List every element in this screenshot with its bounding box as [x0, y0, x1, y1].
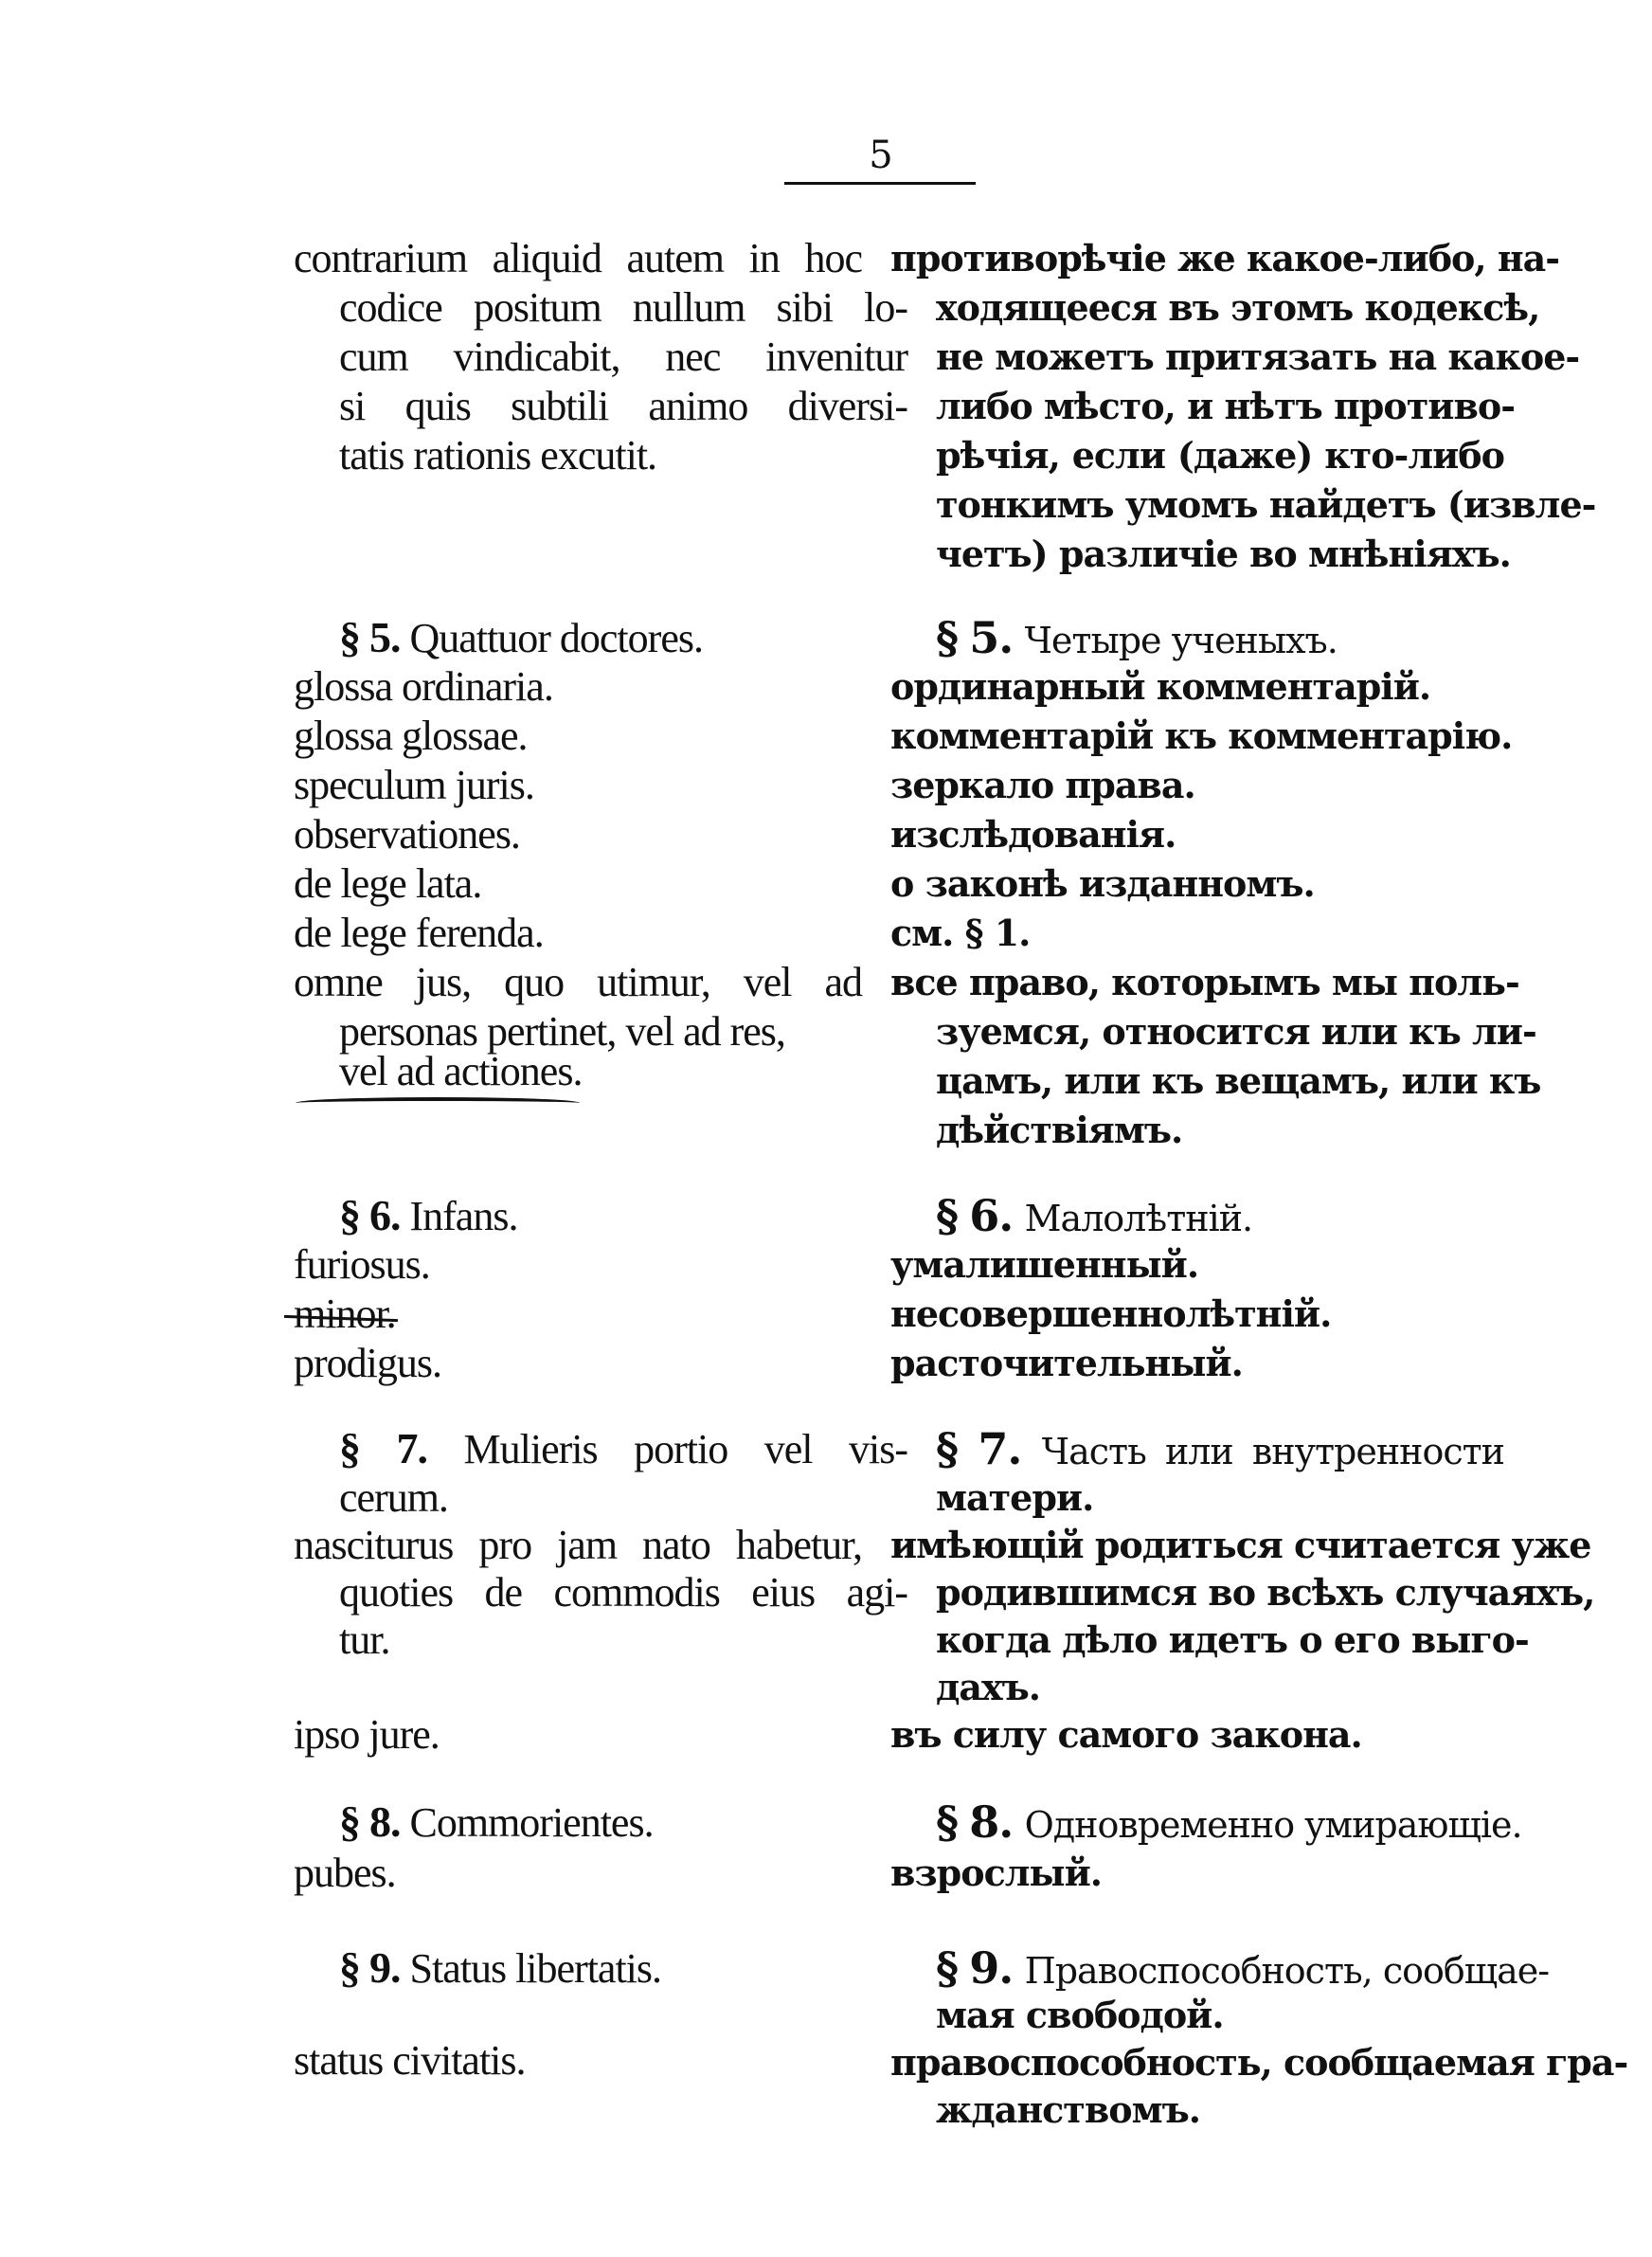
section-sign: §: [339, 613, 360, 661]
section-heading-latin: [294, 1425, 907, 1473]
section-title: Infans.: [409, 1193, 518, 1239]
russian-line: о законѣ изданномъ.: [890, 862, 1315, 905]
section-number: 8.: [969, 1797, 1014, 1848]
russian-line: ходящееся въ этомъ кодексѣ,: [936, 286, 1540, 329]
section-heading-latin: [294, 614, 907, 662]
section-sign: §: [936, 1797, 959, 1848]
latin-line: de lege ferenda.: [294, 910, 544, 956]
section-number: 9.: [369, 1943, 401, 1992]
page-number-rule: [784, 182, 976, 185]
latin-line: ipso jure.: [294, 1711, 440, 1758]
latin-line: vel ad actiones.: [339, 1048, 583, 1094]
latin-line: personas pertinet, vel ad res,: [339, 1008, 785, 1055]
russian-line: мая свободой.: [936, 1994, 1224, 2036]
latin-line: prodigus.: [294, 1340, 441, 1386]
russian-line: рѣчія, если (даже) кто-либо: [936, 434, 1504, 477]
section-title: Status libertatis.: [409, 1945, 662, 1992]
russian-line: комментарій къ комментарію.: [890, 714, 1513, 757]
latin-line: cerum.: [339, 1474, 448, 1521]
russian-line: когда дѣло идетъ о его выго-: [936, 1618, 1529, 1661]
section-sign: §: [936, 612, 959, 663]
russian-line: въ силу самого закона.: [890, 1713, 1362, 1756]
section-title: Правоспособность, сообщае-: [1024, 1950, 1550, 1992]
russian-line: зуемся, относится или къ ли-: [936, 1010, 1536, 1053]
section-sign: §: [936, 1423, 959, 1474]
section-number: 5.: [369, 613, 401, 661]
latin-line: furiosus.: [294, 1241, 430, 1288]
russian-line: взрослый.: [890, 1851, 1103, 1894]
section-number: 7.: [978, 1423, 1022, 1474]
latin-line: speculum juris.: [294, 762, 534, 808]
russian-line: зеркало права.: [890, 764, 1195, 806]
latin-line: status civitatis.: [294, 2037, 526, 2084]
section-heading-russian: [890, 1425, 1504, 1475]
section-heading-russian: [890, 614, 1504, 664]
russian-line: дахъ.: [936, 1666, 1040, 1708]
russian-line: несовершеннолѣтній.: [890, 1292, 1332, 1335]
russian-line: либо мѣсто, и нѣтъ противо-: [936, 385, 1515, 427]
latin-line: tatis rationis excutit.: [339, 432, 657, 478]
section-number: 6.: [369, 1191, 401, 1239]
section-title: Quattuor doctores.: [409, 615, 703, 661]
russian-line: цамъ, или къ вещамъ, или къ: [936, 1059, 1541, 1102]
latin-line: cum vindicabit, nec invenitur: [339, 334, 907, 380]
section-title: Commorientes.: [409, 1799, 654, 1846]
section-number: 9.: [969, 1942, 1014, 1994]
page-number: 5: [869, 134, 893, 177]
latin-line: omne jus, quo utimur, vel ad: [294, 959, 862, 1005]
latin-line: tur.: [339, 1616, 390, 1663]
latin-line: minor.: [294, 1291, 396, 1337]
russian-line: расточительный.: [890, 1342, 1243, 1384]
latin-line: observationes.: [294, 811, 520, 858]
latin-line: quoties de commodis eius agi-: [339, 1569, 907, 1616]
section-heading-russian: [890, 1942, 1550, 1995]
latin-line: si quis subtili animo diversi-: [339, 383, 907, 429]
latin-line: de lege lata.: [294, 860, 482, 907]
section-title: Часть или внутренности: [1041, 1431, 1504, 1472]
russian-line: противорѣчіе же какое-либо, на-: [890, 237, 1560, 280]
section-heading-latin: [294, 1944, 907, 1993]
section-heading-latin: [294, 1192, 907, 1240]
handwritten-underline: [296, 1097, 580, 1109]
russian-line: все право, которымъ мы поль-: [890, 961, 1519, 1003]
section-title: Mulieris portio vel vis-: [463, 1426, 908, 1472]
russian-line: жданствомъ.: [936, 2088, 1200, 2131]
russian-line: не можетъ притязать на какое-: [936, 335, 1580, 378]
russian-line: изслѣдованія.: [890, 813, 1176, 856]
section-sign: §: [339, 1191, 360, 1239]
russian-line: см. § 1.: [890, 912, 1031, 954]
section-heading-russian: [890, 1797, 1522, 1849]
section-number: 6.: [969, 1190, 1014, 1241]
latin-line: pubes.: [294, 1850, 396, 1896]
russian-line: дѣйствіямъ.: [936, 1109, 1183, 1151]
section-title: Одновременно умирающіе.: [1024, 1804, 1522, 1846]
section-sign: §: [339, 1797, 360, 1846]
section-sign: §: [339, 1424, 360, 1472]
section-sign: §: [339, 1943, 360, 1992]
section-heading-russian: [890, 1192, 1504, 1242]
latin-line: contrarium aliquid autem in hoc: [294, 235, 862, 281]
section-title: Четыре ученыхъ.: [1024, 620, 1338, 661]
section-heading-latin: [294, 1798, 907, 1847]
russian-line: имѣющій родиться считается уже: [890, 1524, 1591, 1566]
section-number: 8.: [369, 1797, 401, 1846]
russian-line: правоспособность, сообщаемая гра-: [890, 2041, 1628, 2084]
section-title: Малолѣтній.: [1024, 1198, 1253, 1239]
russian-line: тонкимъ умомъ найдетъ (извле-: [936, 483, 1596, 526]
russian-line: матери.: [936, 1476, 1094, 1519]
latin-line: glossa glossae.: [294, 713, 528, 759]
section-sign: §: [936, 1190, 959, 1241]
russian-line: четъ) различіе во мнѣніяхъ.: [936, 533, 1511, 575]
russian-line: родившимся во всѣхъ случаяхъ,: [936, 1571, 1595, 1614]
section-number: 7.: [396, 1424, 428, 1472]
latin-line: nasciturus pro jam nato habetur,: [294, 1522, 862, 1568]
russian-line: ординарный комментарій.: [890, 665, 1431, 708]
section-sign: §: [936, 1942, 959, 1994]
latin-line: codice positum nullum sibi lo-: [339, 284, 907, 331]
russian-line: умалишенный.: [890, 1243, 1199, 1286]
section-number: 5.: [969, 612, 1014, 663]
latin-line: glossa ordinaria.: [294, 663, 553, 710]
